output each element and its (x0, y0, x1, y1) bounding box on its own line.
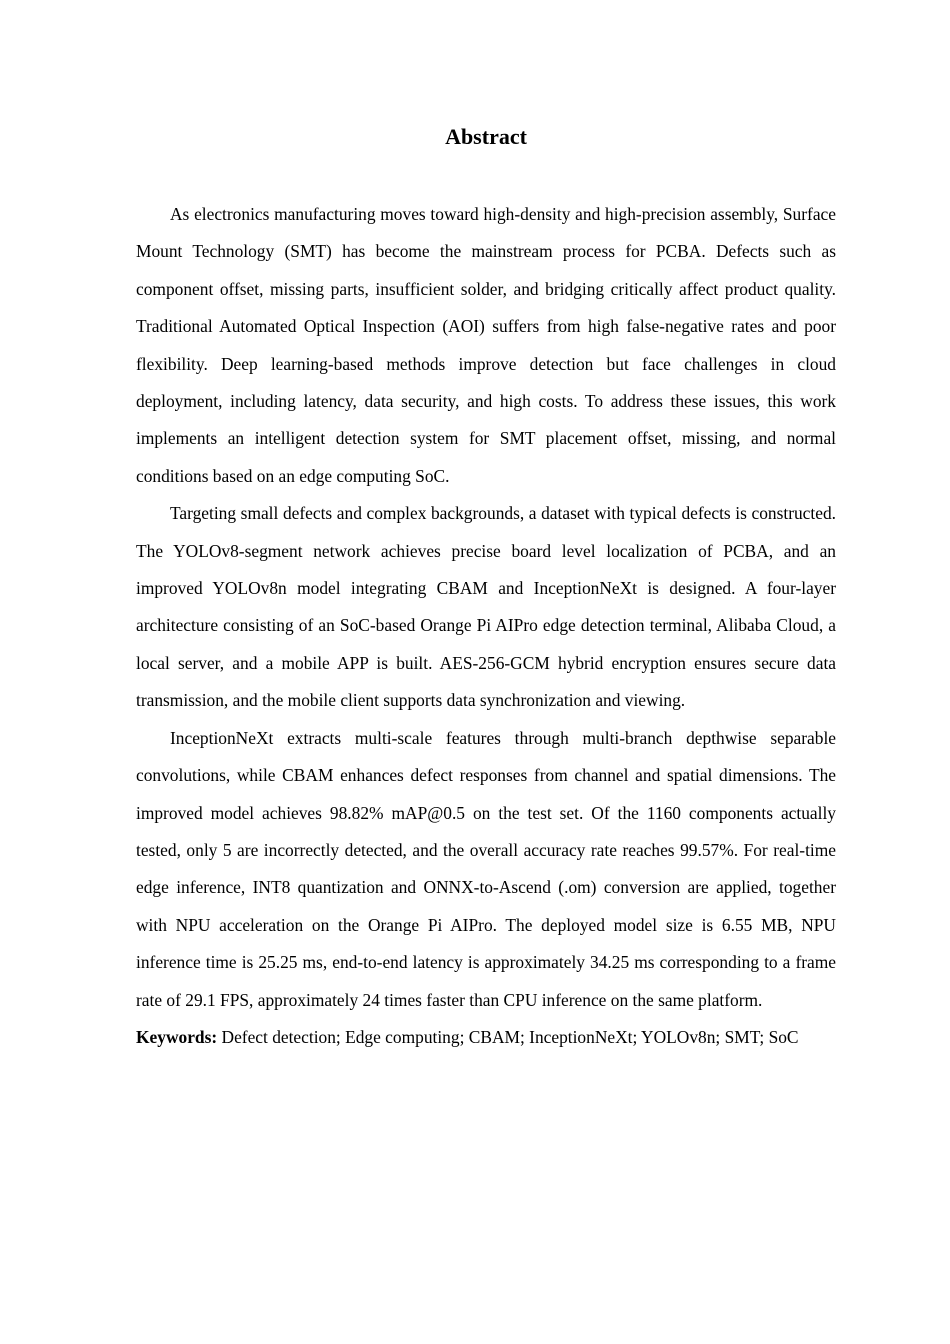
abstract-paragraph-1: As electronics manufacturing moves toward high-density and high-precision assembly, Surface Mount Technology (SMT) has become the mainstream process for PCBA. Defects such as component offset, missing parts, insufficient solder, and bridging critically affect product quality. Traditional Automated Optical Inspection (AOI) suffers from high false-negative rates and poor flexibility. Deep learning-based methods improve detection but face challenges in cloud deployment, including latency, data security, and high costs. To address these issues, this work implements an intelligent detection system for SMT placement offset, missing, and normal conditions based on an edge computing SoC. (136, 204, 836, 486)
abstract-paragraph-2: Targeting small defects and complex backgrounds, a dataset with typical defects is constructed. The YOLOv8-segment network achieves precise board level localization of PCBA, and an improved YOLOv8n model integrating CBAM and InceptionNeXt is designed. A four-layer architecture consisting of an SoC-based Orange Pi AIPro edge detection terminal, Alibaba Cloud, a local server, and a mobile APP is built. AES-256-GCM hybrid encryption ensures secure data transmission, and the mobile client supports data synchronization and viewing. (136, 503, 836, 711)
abstract-paragraph-3: InceptionNeXt extracts multi-scale features through multi-branch depthwise separable convolutions, while CBAM enhances defect responses from channel and spatial dimensions. The improved model achieves 98.82% mAP@0.5 on the test set. Of the 1160 components actually tested, only 5 are incorrectly detected, and the overall accuracy rate reaches 99.57%. For real-time edge inference, INT8 quantization and ONNX-to-Ascend (.om) conversion are applied, together with NPU acceleration on the Orange Pi AIPro. The deployed model size is 6.55 MB, NPU inference time is 25.25 ms, end-to-end latency is approximately 34.25 ms corresponding to a frame rate of 29.1 FPS, approximately 24 times faster than CPU inference on the same platform. (136, 727, 836, 1010)
keywords-line (136, 1019, 836, 1056)
abstract-title: Abstract (445, 124, 527, 149)
keywords-label: Keywords: (136, 1026, 218, 1047)
abstract-body (136, 196, 836, 1056)
keywords-text: Defect detection; Edge computing; CBAM; InceptionNeXt; YOLOv8n; SMT; SoC (217, 1026, 799, 1047)
